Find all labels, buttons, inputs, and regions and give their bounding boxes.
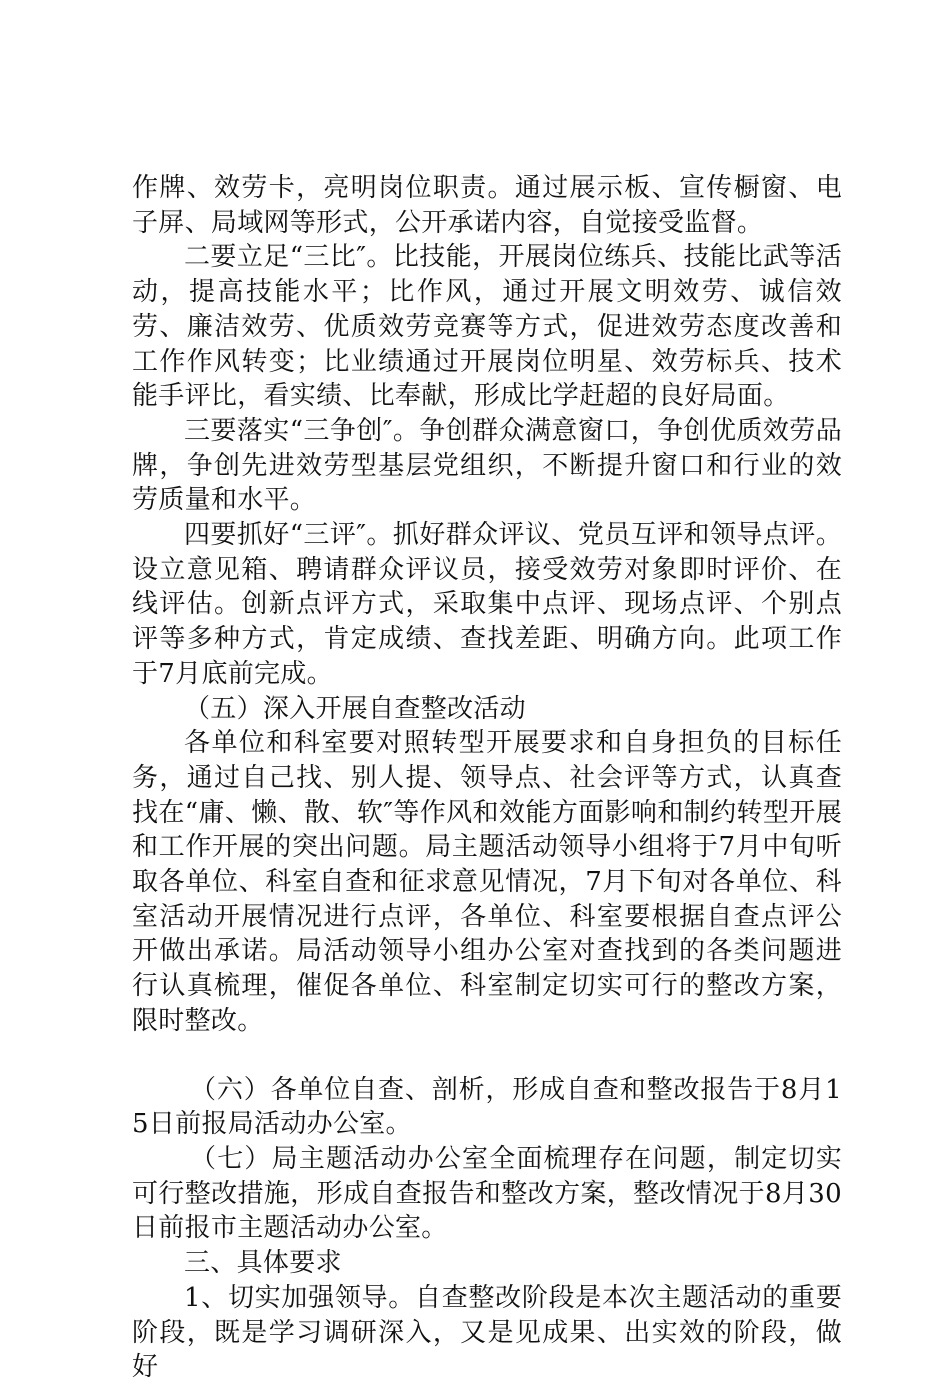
paragraph-leadership: 1、切实加强领导。自查整改阶段是本次主题活动的重要阶段，既是学习调研深入，又是见成果、出实效的阶段，做好 [132,1282,842,1383]
paragraph-three-strivings: 三要落实“三争创″。争创群众满意窗口，争创优质效劳品牌，争创先进效劳型基层党组织，不断提升窗口和行业的效劳质量和水平。 [132,415,842,516]
paragraph-three-evaluations: 四要抓好“三评″。抓好群众评议、党员互评和领导点评。设立意见箱、聘请群众评议员，接受效劳对象即时评价、在线评估。创新点评方式，采取集中点评、现场点评、个别点评等多种方式，肯定成绩、查找差距、明确方向。此项工作于7月底前完成。 [132,520,842,689]
paragraph-self-inspection: 各单位和科室要对照转型开展要求和自身担负的目标任务，通过自己找、别人提、领导点、社会评等方式，认真查找在“庸、懒、散、软″等作风和效能方面影响和制约转型开展和工作开展的突出问题。局主题活动领导小组将于7月中旬听取各单位、科室自查和征求意见情况，7月下旬对各单位、科室活动开展情况进行点评，各单位、科室要根据自查点评公开做出承诺。局活动领导小组办公室对查找到的各类问题进行认真梳理，催促各单位、科室制定切实可行的整改方案，限时整改。 [132,728,842,1036]
document-body [132,171,842,1385]
section-heading-five: （五）深入开展自查整改活动 [184,693,526,724]
section-heading-requirements: 三、具体要求 [184,1248,342,1279]
paragraph-continuation: 作牌、效劳卡，亮明岗位职责。通过展示板、宣传橱窗、电子屏、局域网等形式，公开承诺内容，自觉接受监督。 [132,173,842,238]
paragraph-gap [132,1039,842,1073]
section-item-seven: （七）局主题活动办公室全面梳理存在问题，制定切实可行整改措施，形成自查报告和整改方案，整改情况于8月30日前报市主题活动办公室。 [132,1143,842,1244]
section-item-six: （六）各单位自查、剖析，形成自查和整改报告于8月15日前报局活动办公室。 [132,1074,842,1140]
paragraph-three-comparisons: 二要立足“三比″。比技能，开展岗位练兵、技能比武等活动，提高技能水平；比作风，通过开展文明效劳、诚信效劳、廉洁效劳、优质效劳竞赛等方式，促进效劳态度改善和工作作风转变；比业绩通过开展岗位明星、效劳标兵、技术能手评比，看实绩、比奉献，形成比学赶超的良好局面。 [132,242,842,412]
